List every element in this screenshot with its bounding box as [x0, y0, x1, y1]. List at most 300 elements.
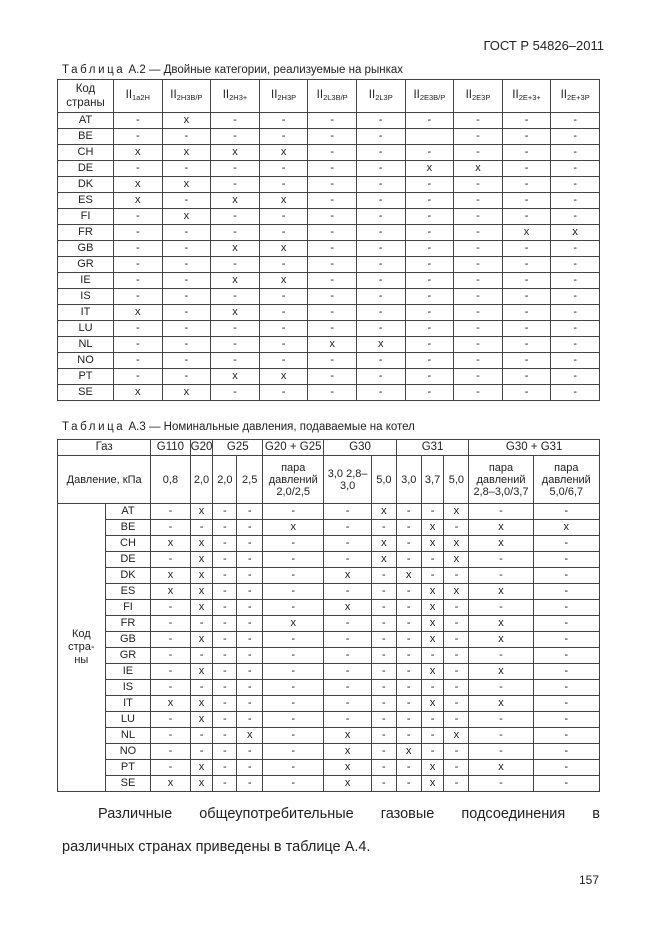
table-cell: -: [371, 664, 396, 680]
country-code: GB: [58, 241, 114, 257]
table-cell: -: [444, 568, 469, 584]
table-cell: -: [162, 257, 211, 273]
country-code-label: Код стра-ны: [58, 504, 106, 792]
table-cell: -: [237, 568, 263, 584]
table-cell: -: [502, 129, 551, 145]
table-cell: -: [551, 113, 600, 129]
table-row: [58, 385, 600, 401]
table-cell: -: [356, 129, 405, 145]
country-code: BE: [58, 129, 114, 145]
table-cell: -: [551, 385, 600, 401]
table-cell: -: [237, 680, 263, 696]
table-cell: -: [551, 369, 600, 385]
table-cell: -: [114, 321, 163, 337]
category-subscript: 2H3+: [229, 92, 248, 102]
country-code: SE: [58, 385, 114, 401]
table-cell: x: [469, 536, 533, 552]
table-a2-header-row: [58, 80, 600, 113]
table-cell: -: [162, 321, 211, 337]
table-row: [58, 760, 600, 776]
country-code: LU: [105, 712, 151, 728]
table-cell: x: [421, 632, 444, 648]
table-cell: -: [114, 369, 163, 385]
table-cell: -: [324, 616, 372, 632]
table-cell: x: [114, 385, 163, 401]
table-cell: -: [211, 129, 260, 145]
table-cell: -: [324, 632, 372, 648]
table-cell: -: [454, 353, 503, 369]
table-cell: -: [396, 776, 421, 792]
table-cell: x: [263, 520, 324, 536]
table-cell: -: [396, 584, 421, 600]
table-cell: -: [421, 552, 444, 568]
table-row: [58, 145, 600, 161]
table-cell: -: [308, 289, 357, 305]
table-cell: -: [396, 504, 421, 520]
country-code: IT: [58, 305, 114, 321]
gas-group-header: G31: [396, 440, 469, 456]
caption-text: А.2 — Двойные категории, реализуемые на рынках: [125, 64, 403, 76]
category-subscript: 2L3P: [375, 92, 393, 102]
table-cell: -: [454, 225, 503, 241]
pressure-value: 0,8: [151, 456, 190, 504]
table-cell: x: [551, 225, 600, 241]
table-cell: x: [444, 584, 469, 600]
table-cell: x: [308, 337, 357, 353]
table-cell: -: [162, 273, 211, 289]
table-cell: -: [114, 241, 163, 257]
table-row: [58, 680, 600, 696]
table-row: [58, 289, 600, 305]
table-cell: x: [421, 616, 444, 632]
table-cell: -: [114, 209, 163, 225]
table-cell: -: [151, 648, 190, 664]
table-cell: -: [454, 129, 503, 145]
table-cell: -: [396, 760, 421, 776]
table-cell: -: [502, 113, 551, 129]
table-cell: -: [469, 776, 533, 792]
table-cell: -: [162, 289, 211, 305]
table-cell: x: [162, 113, 211, 129]
table-cell: -: [444, 776, 469, 792]
table-cell: x: [469, 664, 533, 680]
table-cell: -: [533, 680, 599, 696]
paragraph-line-2: различных странах приведены в таблице А.4.: [62, 839, 371, 855]
table-row: [58, 536, 600, 552]
country-code: FR: [105, 616, 151, 632]
table-cell: -: [237, 600, 263, 616]
table-cell: -: [454, 369, 503, 385]
country-code: DK: [58, 177, 114, 193]
table-cell: -: [551, 257, 600, 273]
table-cell: x: [469, 584, 533, 600]
table-cell: -: [237, 552, 263, 568]
table-cell: -: [371, 712, 396, 728]
table-cell: -: [396, 696, 421, 712]
table-cell: x: [259, 193, 308, 209]
table-cell: -: [263, 584, 324, 600]
table-cell: -: [444, 632, 469, 648]
table-cell: -: [502, 385, 551, 401]
table-cell: -: [114, 257, 163, 273]
table-cell: -: [237, 536, 263, 552]
table-cell: -: [114, 337, 163, 353]
table-a3-caption: [62, 421, 415, 433]
table-cell: x: [421, 664, 444, 680]
table-cell: -: [151, 760, 190, 776]
table-cell: -: [371, 648, 396, 664]
category-main: II: [413, 88, 420, 101]
table-cell: -: [533, 504, 599, 520]
table-cell: x: [190, 568, 213, 584]
table-row: [58, 369, 600, 385]
table-cell: x: [324, 728, 372, 744]
table-row: [58, 353, 600, 369]
table-cell: -: [237, 616, 263, 632]
category-subscript: 2E+3+: [518, 92, 541, 102]
table-cell: x: [421, 600, 444, 616]
table-cell: -: [371, 696, 396, 712]
table-cell: -: [454, 241, 503, 257]
table-a2: [57, 79, 600, 401]
table-cell: x: [190, 600, 213, 616]
table-cell: -: [151, 712, 190, 728]
table-row: [58, 177, 600, 193]
table-cell: x: [211, 193, 260, 209]
table-cell: -: [551, 353, 600, 369]
country-code: DE: [105, 552, 151, 568]
table-cell: -: [356, 257, 405, 273]
table-cell: -: [371, 760, 396, 776]
table-cell: -: [162, 193, 211, 209]
table-cell: -: [396, 600, 421, 616]
table-cell: -: [551, 337, 600, 353]
country-code: GR: [105, 648, 151, 664]
table-cell: x: [259, 369, 308, 385]
table-cell: -: [356, 193, 405, 209]
table-cell: x: [533, 520, 599, 536]
paragraph-word: общеупотребительные: [199, 806, 354, 822]
table-cell: -: [444, 744, 469, 760]
table-cell: -: [308, 305, 357, 321]
table-cell: -: [533, 536, 599, 552]
table-cell: -: [213, 536, 237, 552]
table-cell: -: [237, 584, 263, 600]
table-cell: -: [190, 680, 213, 696]
table-cell: -: [444, 712, 469, 728]
country-code: FI: [58, 209, 114, 225]
table-cell: -: [469, 728, 533, 744]
table-cell: -: [469, 680, 533, 696]
table-cell: -: [151, 552, 190, 568]
table-cell: -: [469, 504, 533, 520]
table-cell: -: [356, 113, 405, 129]
table-cell: -: [405, 193, 454, 209]
category-subscript: 2H3B/P: [176, 92, 203, 102]
table-cell: x: [211, 273, 260, 289]
table-cell: -: [502, 241, 551, 257]
code-header-line: страны: [66, 97, 105, 109]
table-cell: -: [454, 193, 503, 209]
table-cell: -: [237, 776, 263, 792]
table-cell: x: [114, 193, 163, 209]
table-cell: -: [371, 728, 396, 744]
table-cell: -: [237, 520, 263, 536]
standard-number: ГОСТ Р 54826–2011: [483, 38, 604, 53]
table-cell: -: [263, 632, 324, 648]
table-cell: -: [551, 241, 600, 257]
table-cell: -: [213, 600, 237, 616]
table-cell: -: [356, 273, 405, 289]
table-cell: -: [533, 632, 599, 648]
table-cell: -: [308, 161, 357, 177]
table-cell: -: [263, 744, 324, 760]
table-cell: -: [396, 552, 421, 568]
table-cell: -: [356, 241, 405, 257]
table-cell: -: [396, 520, 421, 536]
table-row: [58, 600, 600, 616]
table-cell: -: [502, 257, 551, 273]
table-cell: -: [371, 776, 396, 792]
table-cell: x: [114, 145, 163, 161]
table-cell: -: [551, 305, 600, 321]
paragraph-word: газовые: [380, 806, 435, 822]
table-row: [58, 257, 600, 273]
table-cell: -: [533, 552, 599, 568]
table-cell: -: [237, 632, 263, 648]
table-cell: -: [469, 648, 533, 664]
table-cell: -: [551, 321, 600, 337]
pressure-value: 3,0: [396, 456, 421, 504]
table-cell: -: [454, 113, 503, 129]
table-cell: -: [405, 209, 454, 225]
country-code: CH: [105, 536, 151, 552]
table-row: [58, 337, 600, 353]
table-cell: x: [371, 536, 396, 552]
table-cell: -: [211, 113, 260, 129]
country-code: FI: [105, 600, 151, 616]
table-cell: -: [396, 536, 421, 552]
category-main: II: [316, 88, 324, 101]
category-column-header: [259, 80, 308, 113]
table-cell: -: [405, 113, 454, 129]
table-cell: -: [502, 273, 551, 289]
category-main: II: [368, 88, 376, 101]
table-cell: -: [533, 776, 599, 792]
table-cell: -: [259, 353, 308, 369]
table-cell: -: [405, 305, 454, 321]
table-row: [58, 305, 600, 321]
table-cell: x: [259, 145, 308, 161]
table-cell: -: [405, 225, 454, 241]
table-cell: -: [533, 744, 599, 760]
table-cell: x: [444, 504, 469, 520]
table-cell: -: [551, 161, 600, 177]
table-cell: -: [259, 257, 308, 273]
table-cell: -: [263, 568, 324, 584]
table-cell: -: [356, 161, 405, 177]
table-a3: [57, 439, 600, 792]
category-main: II: [125, 88, 133, 101]
table-cell: -: [396, 664, 421, 680]
table-cell: -: [259, 385, 308, 401]
table-cell: x: [162, 385, 211, 401]
table-cell: x: [371, 504, 396, 520]
country-code: DK: [105, 568, 151, 584]
table-cell: -: [356, 225, 405, 241]
table-cell: -: [396, 712, 421, 728]
category-column-header: [502, 80, 551, 113]
table-cell: -: [454, 385, 503, 401]
table-cell: -: [405, 289, 454, 305]
country-code: IS: [105, 680, 151, 696]
table-cell: -: [263, 712, 324, 728]
table-cell: -: [551, 145, 600, 161]
table-cell: -: [162, 369, 211, 385]
paragraph-line-1: [62, 798, 600, 831]
table-cell: x: [151, 536, 190, 552]
table-cell: x: [469, 632, 533, 648]
table-cell: x: [162, 145, 211, 161]
table-cell: -: [151, 728, 190, 744]
table-cell: -: [213, 632, 237, 648]
table-cell: x: [151, 696, 190, 712]
table-cell: -: [259, 113, 308, 129]
table-cell: -: [551, 193, 600, 209]
caption-prefix: Таблица: [62, 64, 126, 76]
country-code: AT: [58, 113, 114, 129]
table-cell: -: [211, 257, 260, 273]
category-column-header: [551, 80, 600, 113]
category-column-header: [356, 80, 405, 113]
table-cell: -: [237, 744, 263, 760]
category-column-header: [211, 80, 260, 113]
table-cell: -: [421, 728, 444, 744]
table-cell: -: [371, 632, 396, 648]
pressure-value: пара давлений 2,8–3,0/3,7: [469, 456, 533, 504]
table-row: [58, 728, 600, 744]
table-cell: -: [502, 161, 551, 177]
table-cell: -: [324, 552, 372, 568]
table-cell: -: [211, 385, 260, 401]
table-row: [58, 273, 600, 289]
table-cell: -: [371, 600, 396, 616]
table-cell: -: [454, 337, 503, 353]
table-cell: -: [551, 177, 600, 193]
country-code: GR: [58, 257, 114, 273]
category-column-header: [454, 80, 503, 113]
table-cell: -: [211, 337, 260, 353]
table-row: [58, 648, 600, 664]
table-cell: -: [371, 568, 396, 584]
page-number: 157: [578, 873, 599, 887]
table-cell: x: [421, 520, 444, 536]
country-code: IE: [58, 273, 114, 289]
table-row: [58, 776, 600, 792]
table-cell: -: [213, 648, 237, 664]
table-cell: -: [324, 648, 372, 664]
table-cell: -: [324, 504, 372, 520]
table-cell: -: [308, 225, 357, 241]
table-cell: -: [259, 177, 308, 193]
table-cell: -: [444, 760, 469, 776]
table-cell: -: [324, 712, 372, 728]
table-cell: -: [551, 289, 600, 305]
category-subscript: 2E3B/P: [419, 92, 446, 102]
pressure-label: Давление, кПа: [58, 456, 151, 504]
table-cell: -: [308, 193, 357, 209]
table-cell: x: [454, 161, 503, 177]
table-cell: x: [190, 664, 213, 680]
table-cell: -: [421, 712, 444, 728]
table-cell: -: [444, 520, 469, 536]
table-cell: -: [405, 337, 454, 353]
table-cell: -: [371, 520, 396, 536]
table-cell: -: [259, 209, 308, 225]
table-cell: -: [356, 177, 405, 193]
code-column-header: [58, 80, 114, 113]
table-row: [58, 568, 600, 584]
category-main: II: [222, 88, 230, 101]
table-cell: -: [405, 385, 454, 401]
table-cell: -: [502, 305, 551, 321]
table-cell: -: [324, 520, 372, 536]
category-subscript: 2L3B/P: [323, 92, 348, 102]
table-cell: -: [502, 177, 551, 193]
gas-header-row: [58, 440, 600, 456]
table-cell: -: [211, 225, 260, 241]
table-cell: -: [237, 712, 263, 728]
pressure-value: 2,0: [213, 456, 237, 504]
table-cell: -: [308, 209, 357, 225]
table-cell: -: [396, 728, 421, 744]
table-row: [58, 209, 600, 225]
gas-label: Газ: [58, 440, 151, 456]
category-column-header: [114, 80, 163, 113]
table-cell: x: [114, 177, 163, 193]
body-paragraph: [62, 798, 600, 864]
table-cell: -: [405, 177, 454, 193]
table-cell: x: [151, 776, 190, 792]
pressure-value: 2,0: [190, 456, 213, 504]
table-cell: -: [213, 552, 237, 568]
table-cell: -: [421, 568, 444, 584]
table-cell: x: [421, 760, 444, 776]
table-cell: -: [114, 273, 163, 289]
country-code: PT: [105, 760, 151, 776]
table-cell: -: [533, 728, 599, 744]
table-cell: -: [502, 337, 551, 353]
table-cell: x: [190, 584, 213, 600]
table-cell: -: [396, 616, 421, 632]
table-cell: x: [190, 632, 213, 648]
table-cell: -: [162, 337, 211, 353]
table-cell: x: [259, 241, 308, 257]
table-cell: -: [263, 760, 324, 776]
pressure-value: 5,0: [444, 456, 469, 504]
table-cell: -: [308, 113, 357, 129]
table-cell: x: [324, 568, 372, 584]
table-cell: -: [259, 337, 308, 353]
table-row: [58, 321, 600, 337]
table-cell: -: [151, 632, 190, 648]
table-cell: -: [114, 129, 163, 145]
table-cell: [405, 129, 454, 145]
table-cell: -: [308, 257, 357, 273]
table-row: [58, 520, 600, 536]
table-row: [58, 744, 600, 760]
table-cell: x: [324, 600, 372, 616]
